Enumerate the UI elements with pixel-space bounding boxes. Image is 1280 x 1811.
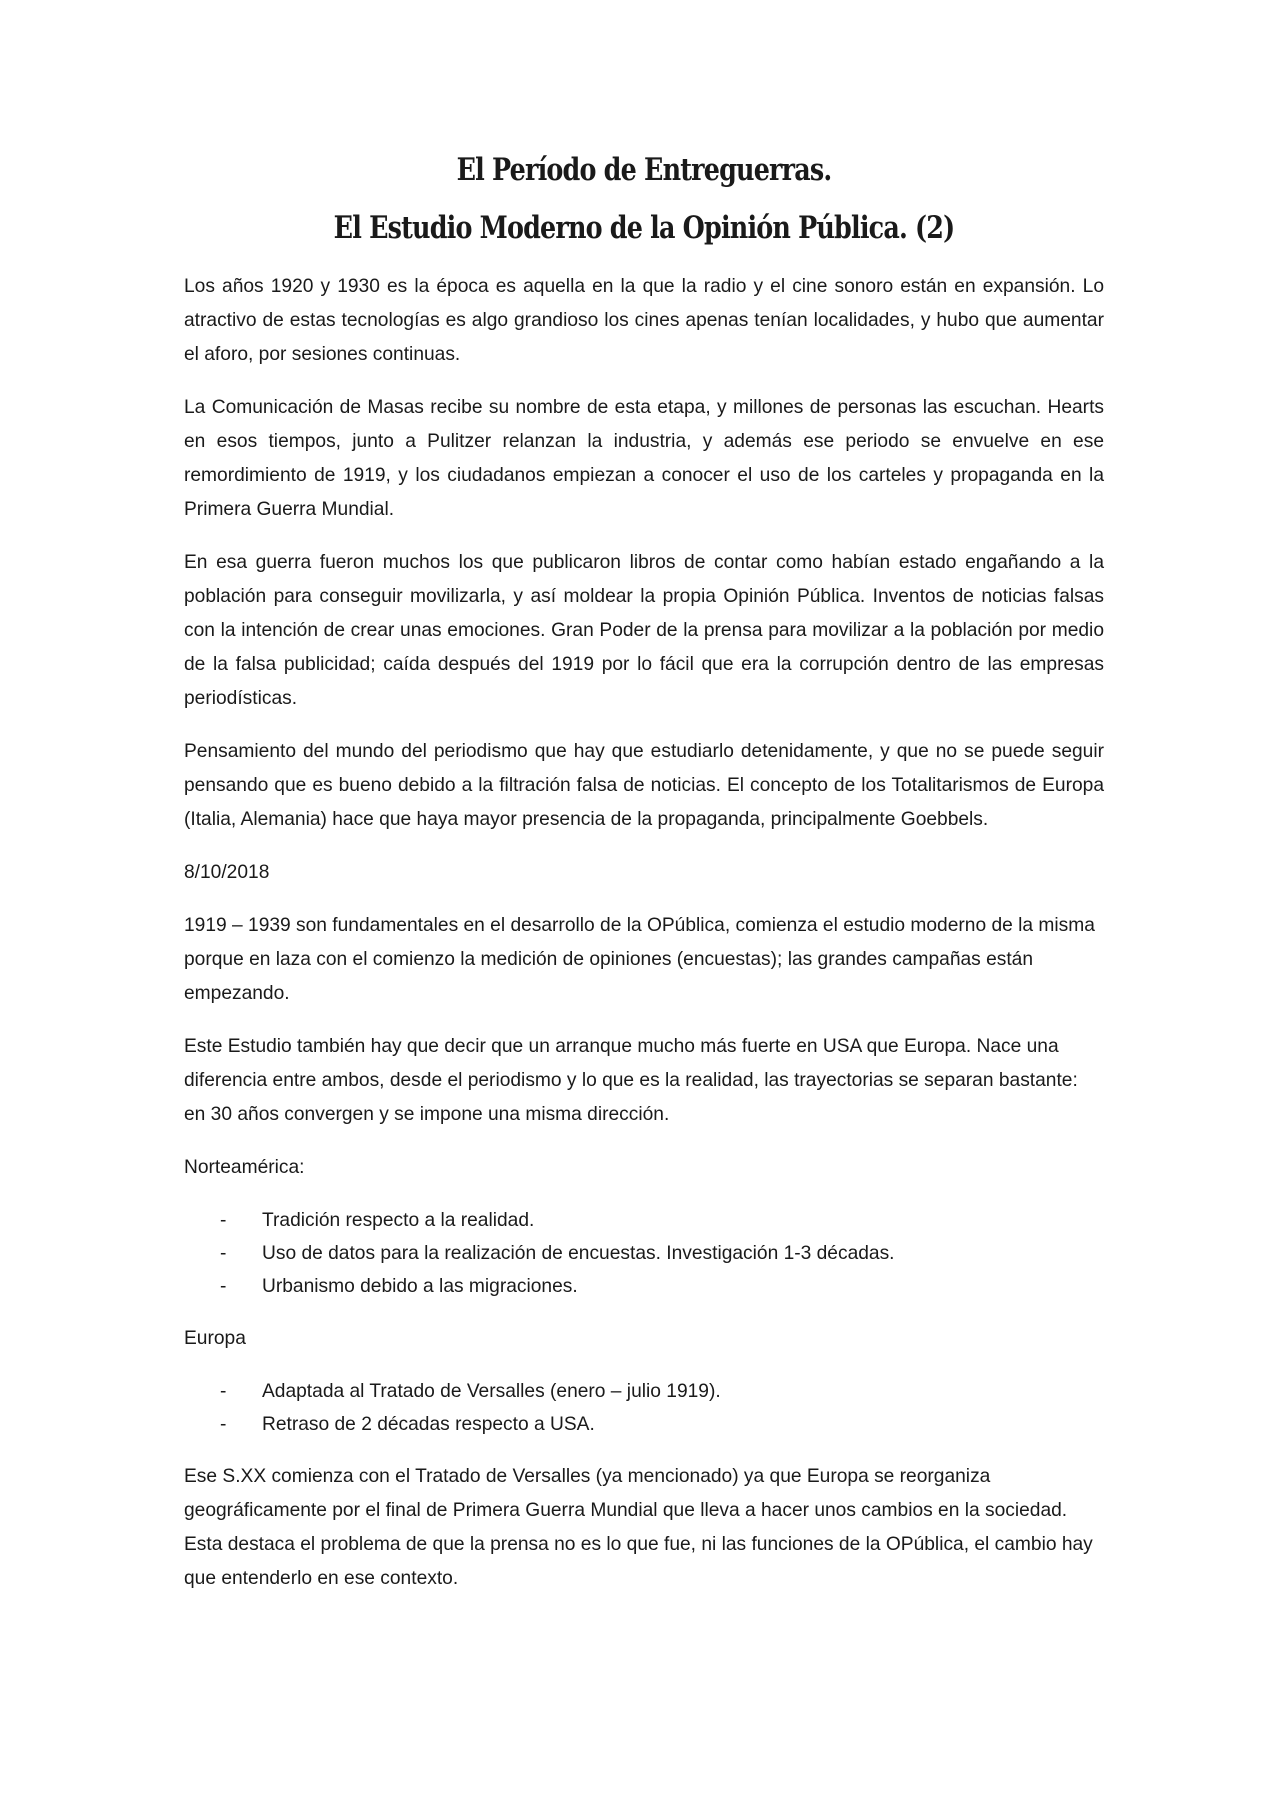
dash-bullet: - (220, 1414, 227, 1435)
closing-paragraph: Ese S.XX comienza con el Tratado de Versalles (ya mencionado) ya que Europa se reorganiza geográficamente por el final de Primera Guerra Mundial que lleva a hacer unos cambios en la sociedad. Esta destaca el problema de que la prensa no es lo que fue, ni las funciones de la OPública, el cambio hay que entenderlo en ese contexto. (184, 1466, 1093, 1589)
north-america-list (184, 1204, 1104, 1303)
paragraph: En esa guerra fueron muchos los que publicaron libros de contar como habían estado engañando a la población para conseguir movilizarla, y así moldear la propia Opinión Pública. Inventos de noticias falsas con la intención de crear unas emociones. Gran Poder de la prensa para movilizar a la población por medio de la falsa publicidad; caída después del 1919 por lo fácil que era la corrupción dentro de las empresas periodísticas. (184, 552, 1104, 709)
list-item-text: Urbanismo debido a las migraciones. (262, 1276, 578, 1297)
list-item-text: Retraso de 2 décadas respecto a USA. (262, 1414, 595, 1435)
paragraph: Pensamiento del mundo del periodismo que hay que estudiarlo detenidamente, y que no se puede seguir pensando que es bueno debido a la filtración falsa de noticias. El concepto de los Totalitarismos de Europa (Italia, Alemania) hace que haya mayor presencia de la propaganda, principalmente Goebbels. (184, 741, 1104, 830)
section-heading-north-america: Norteamérica: (184, 1157, 305, 1178)
dash-bullet: - (220, 1276, 227, 1297)
list-item-text: Tradición respecto a la realidad. (262, 1210, 535, 1231)
date-line: 8/10/2018 (184, 862, 270, 883)
dash-bullet: - (220, 1243, 227, 1264)
dash-bullet: - (220, 1210, 227, 1231)
list-item (184, 1204, 1104, 1237)
paragraph: La Comunicación de Masas recibe su nombre de esta etapa, y millones de personas las escuchan. Hearts en esos tiempos, junto a Pulitzer relanzan la industria, y además ese periodo se envuelve en ese remordimiento de 1919, y los ciudadanos empiezan a conocer el uso de los carteles y propaganda en la Primera Guerra Mundial. (184, 397, 1104, 520)
paragraph: 1919 – 1939 son fundamentales en el desarrollo de la OPública, comienza el estudio moderno de la misma porque en laza con el comienzo la medición de opiniones (encuestas); las grandes campañas están empezando. (184, 915, 1095, 1004)
europe-list (184, 1375, 1104, 1441)
list-item (184, 1237, 1104, 1270)
section-heading-europe: Europa (184, 1328, 246, 1349)
list-item (184, 1375, 1104, 1408)
list-item (184, 1408, 1104, 1441)
paragraph: Este Estudio también hay que decir que un arranque mucho más fuerte en USA que Europa. Nace una diferencia entre ambos, desde el periodismo y lo que es la realidad, las trayectorias se separan bastante: en 30 años convergen y se impone una misma dirección. (184, 1036, 1078, 1125)
document-title: El Período de Entreguerras. (456, 152, 832, 188)
document-subtitle: El Estudio Moderno de la Opinión Pública. (2) (333, 210, 955, 246)
list-item-text: Adaptada al Tratado de Versalles (enero – julio 1919). (262, 1381, 721, 1402)
document-page (184, 150, 1104, 1615)
dash-bullet: - (220, 1381, 227, 1402)
paragraph: Los años 1920 y 1930 es la época es aquella en la que la radio y el cine sonoro están en expansión. Lo atractivo de estas tecnologías es algo grandioso los cines apenas tenían localidades, y hubo que aumentar el aforo, por sesiones continuas. (184, 276, 1104, 365)
list-item (184, 1270, 1104, 1303)
list-item-text: Uso de datos para la realización de encuestas. Investigación 1-3 décadas. (262, 1243, 895, 1264)
